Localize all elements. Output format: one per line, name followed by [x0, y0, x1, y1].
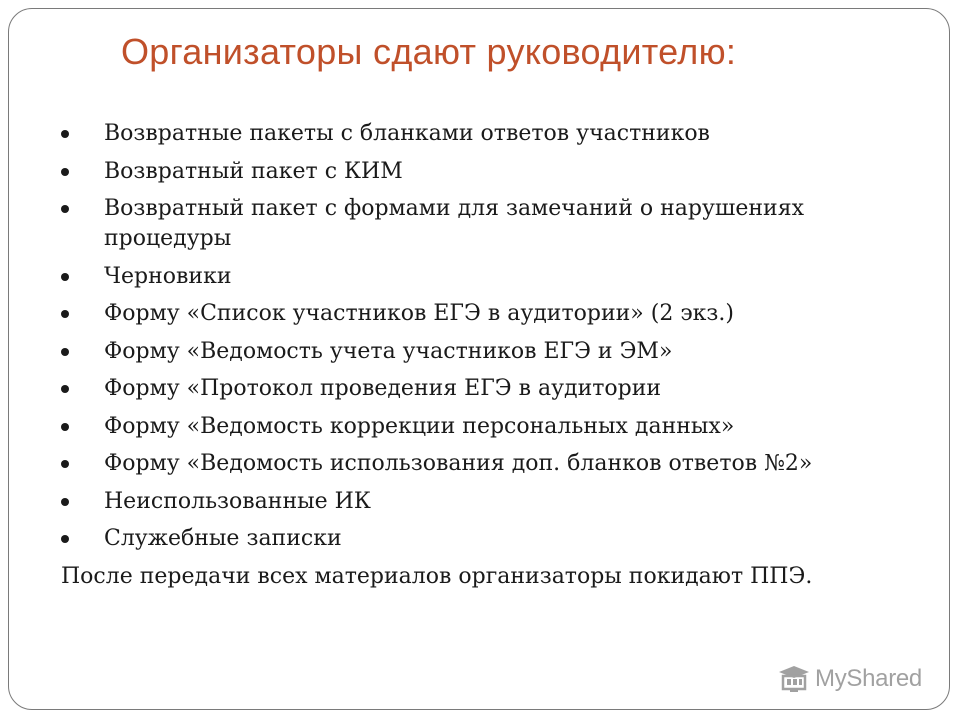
slide-title: Организаторы сдают руководителю: — [121, 31, 737, 72]
bullet-icon — [61, 460, 69, 468]
bullet-icon — [61, 385, 69, 393]
bullet-icon — [61, 498, 69, 506]
bullet-list — [61, 119, 881, 554]
bullet-icon — [61, 535, 69, 543]
bullet-icon — [61, 310, 69, 318]
list-item — [61, 412, 881, 442]
list-item-text: Возвратные пакеты с бланками ответов участников — [104, 121, 710, 146]
bullet-icon — [61, 423, 69, 431]
list-item-text: Возвратный пакет с формами для замечаний о нарушениях процедуры — [104, 196, 804, 251]
slide-frame — [8, 8, 950, 710]
list-item-text: Форму «Ведомость коррекции персональных данных» — [104, 413, 735, 439]
bullet-icon — [61, 168, 69, 176]
list-item — [61, 119, 881, 149]
list-item — [61, 262, 881, 292]
closing-note: После передачи всех материалов организаторы покидают ППЭ. — [61, 563, 813, 589]
slide-content — [61, 119, 881, 592]
watermark-text: MyShared — [815, 665, 922, 692]
list-item — [61, 524, 881, 554]
list-item — [61, 194, 881, 254]
list-item — [61, 157, 881, 187]
list-item-text: Форму «Протокол проведения ЕГЭ в аудитории — [104, 376, 662, 401]
list-item — [61, 299, 881, 329]
list-item — [61, 374, 881, 404]
list-item — [61, 337, 881, 367]
list-item-text: Служебные записки — [104, 526, 342, 551]
list-item-text: Черновики — [104, 263, 232, 289]
list-item-text: Форму «Список участников ЕГЭ в аудитории» (2 экз.) — [104, 301, 734, 326]
mortarboard-computer-icon — [777, 664, 811, 694]
list-item-text: Возвратный пакет с КИМ — [104, 158, 403, 184]
bullet-icon — [61, 130, 69, 138]
bullet-icon — [61, 205, 69, 213]
watermark — [777, 664, 922, 694]
list-item-text: Неиспользованные ИК — [104, 488, 371, 514]
list-item — [61, 449, 881, 479]
list-item — [61, 487, 881, 517]
bullet-icon — [61, 348, 69, 356]
list-item-text: Форму «Ведомость использования доп. бланков ответов №2» — [104, 451, 813, 476]
bullet-icon — [61, 273, 69, 281]
list-item-text: Форму «Ведомость учета участников ЕГЭ и ЭМ» — [104, 338, 673, 364]
